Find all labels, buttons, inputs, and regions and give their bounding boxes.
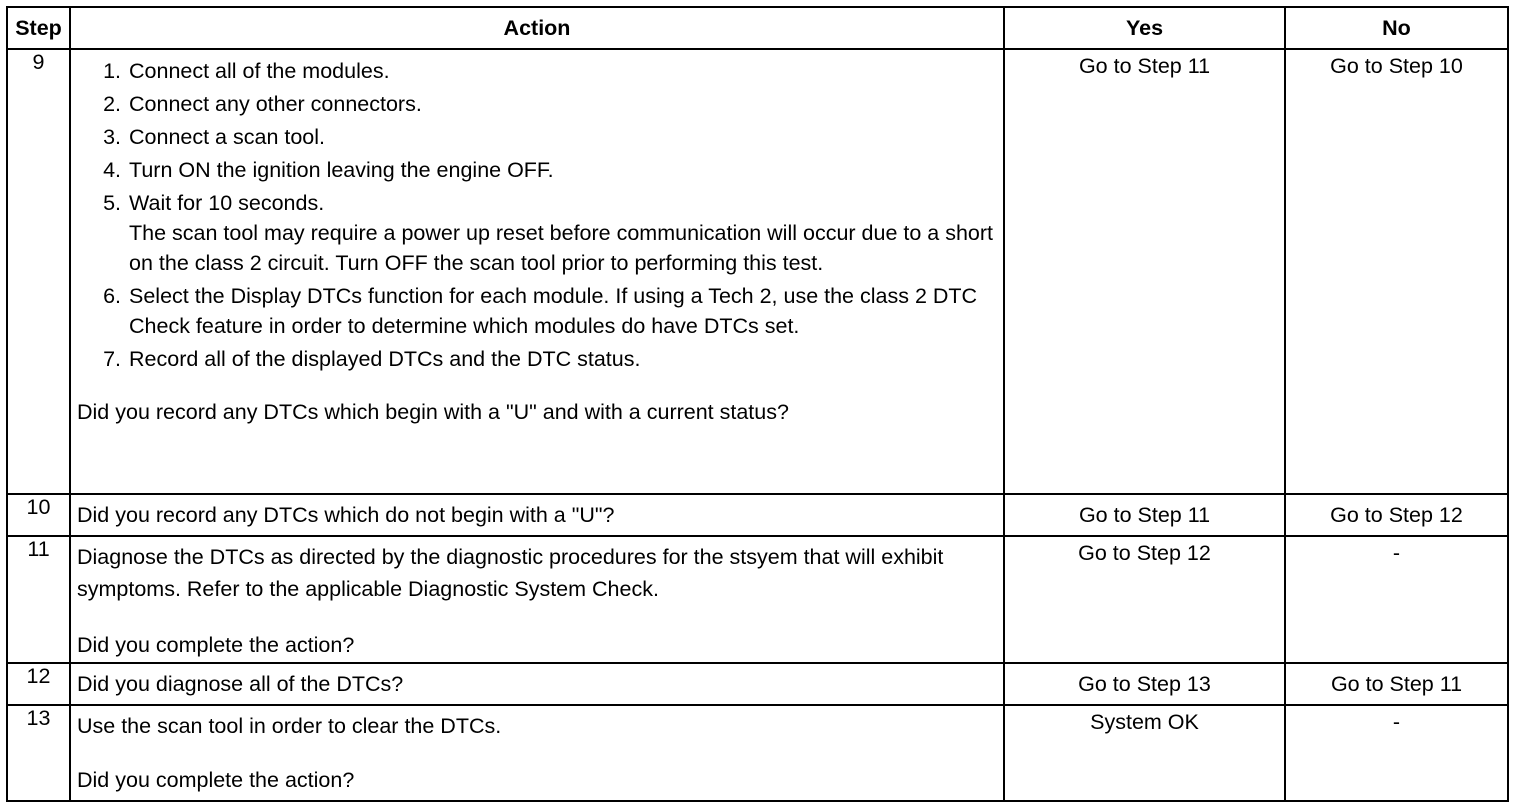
list-item bbox=[77, 155, 997, 185]
action-cell bbox=[70, 536, 1004, 663]
list-item bbox=[77, 89, 997, 119]
no-result: - bbox=[1285, 536, 1508, 663]
step-number: 13 bbox=[7, 705, 70, 801]
yes-result: System OK bbox=[1004, 705, 1285, 801]
description-text: Diagnose the DTCs as directed by the diagnostic procedures for the stsyem that will exhibit symptoms. Refer to the applicable Diagnostic System Check. bbox=[77, 545, 944, 601]
no-result: Go to Step 11 bbox=[1285, 663, 1508, 705]
item-number: 4. bbox=[103, 158, 121, 182]
item-number: 1. bbox=[103, 59, 121, 83]
action-cell bbox=[70, 663, 1004, 705]
item-text: Select the Display DTCs function for each module. If using a Tech 2, use the class 2 DTC Check feature in order to determine which modules do have DTCs set. bbox=[129, 284, 978, 338]
action-cell bbox=[70, 49, 1004, 494]
no-result: Go to Step 12 bbox=[1285, 494, 1508, 536]
question-text: Did you record any DTCs which do not begin with a "U"? bbox=[77, 503, 615, 527]
no-result: - bbox=[1285, 705, 1508, 801]
item-number: 2. bbox=[103, 92, 121, 116]
item-number: 7. bbox=[103, 347, 121, 371]
procedure-list bbox=[77, 56, 997, 374]
item-note: The scan tool may require a power up reset before communication will occur due to a short on the class 2 circuit. Turn OFF the scan tool prior to performing this test. bbox=[129, 221, 994, 275]
table-row-step-12 bbox=[7, 663, 1508, 705]
item-body bbox=[129, 188, 997, 278]
action-cell bbox=[70, 705, 1004, 801]
list-item bbox=[77, 188, 997, 278]
question-text: Did you complete the action? bbox=[77, 633, 355, 657]
action-cell bbox=[70, 494, 1004, 536]
question-text: Did you diagnose all of the DTCs? bbox=[77, 672, 404, 696]
list-item bbox=[77, 122, 997, 152]
step-number: 9 bbox=[7, 49, 70, 494]
table-row-step-10 bbox=[7, 494, 1508, 536]
question-text: Did you record any DTCs which begin with a "U" and with a current status? bbox=[77, 400, 789, 424]
header-no: No bbox=[1285, 7, 1508, 49]
yes-result: Go to Step 12 bbox=[1004, 536, 1285, 663]
step-number: 11 bbox=[7, 536, 70, 663]
header-step: Step bbox=[7, 7, 70, 49]
item-text: Wait for 10 seconds. bbox=[129, 191, 325, 215]
yes-result: Go to Step 13 bbox=[1004, 663, 1285, 705]
table-row-step-11 bbox=[7, 536, 1508, 663]
list-item bbox=[77, 281, 997, 341]
item-number: 3. bbox=[103, 125, 121, 149]
item-text: Connect all of the modules. bbox=[129, 59, 390, 83]
list-item bbox=[77, 56, 997, 86]
yes-result: Go to Step 11 bbox=[1004, 494, 1285, 536]
question-text: Did you complete the action? bbox=[77, 768, 355, 792]
item-number: 5. bbox=[103, 191, 121, 215]
table-row-step-9 bbox=[7, 49, 1508, 494]
step-number: 12 bbox=[7, 663, 70, 705]
item-text: Connect any other connectors. bbox=[129, 92, 422, 116]
header-row bbox=[7, 7, 1508, 49]
step-number: 10 bbox=[7, 494, 70, 536]
diagnostic-table bbox=[6, 6, 1509, 802]
header-action: Action bbox=[70, 7, 1004, 49]
no-result: Go to Step 10 bbox=[1285, 49, 1508, 494]
yes-result: Go to Step 11 bbox=[1004, 49, 1285, 494]
header-yes: Yes bbox=[1004, 7, 1285, 49]
table-row-step-13 bbox=[7, 705, 1508, 801]
item-text: Record all of the displayed DTCs and the DTC status. bbox=[129, 347, 641, 371]
description-text: Use the scan tool in order to clear the DTCs. bbox=[77, 714, 502, 738]
item-text: Turn ON the ignition leaving the engine OFF. bbox=[129, 158, 554, 182]
item-number: 6. bbox=[103, 284, 121, 308]
list-item bbox=[77, 344, 997, 374]
item-text: Connect a scan tool. bbox=[129, 125, 326, 149]
